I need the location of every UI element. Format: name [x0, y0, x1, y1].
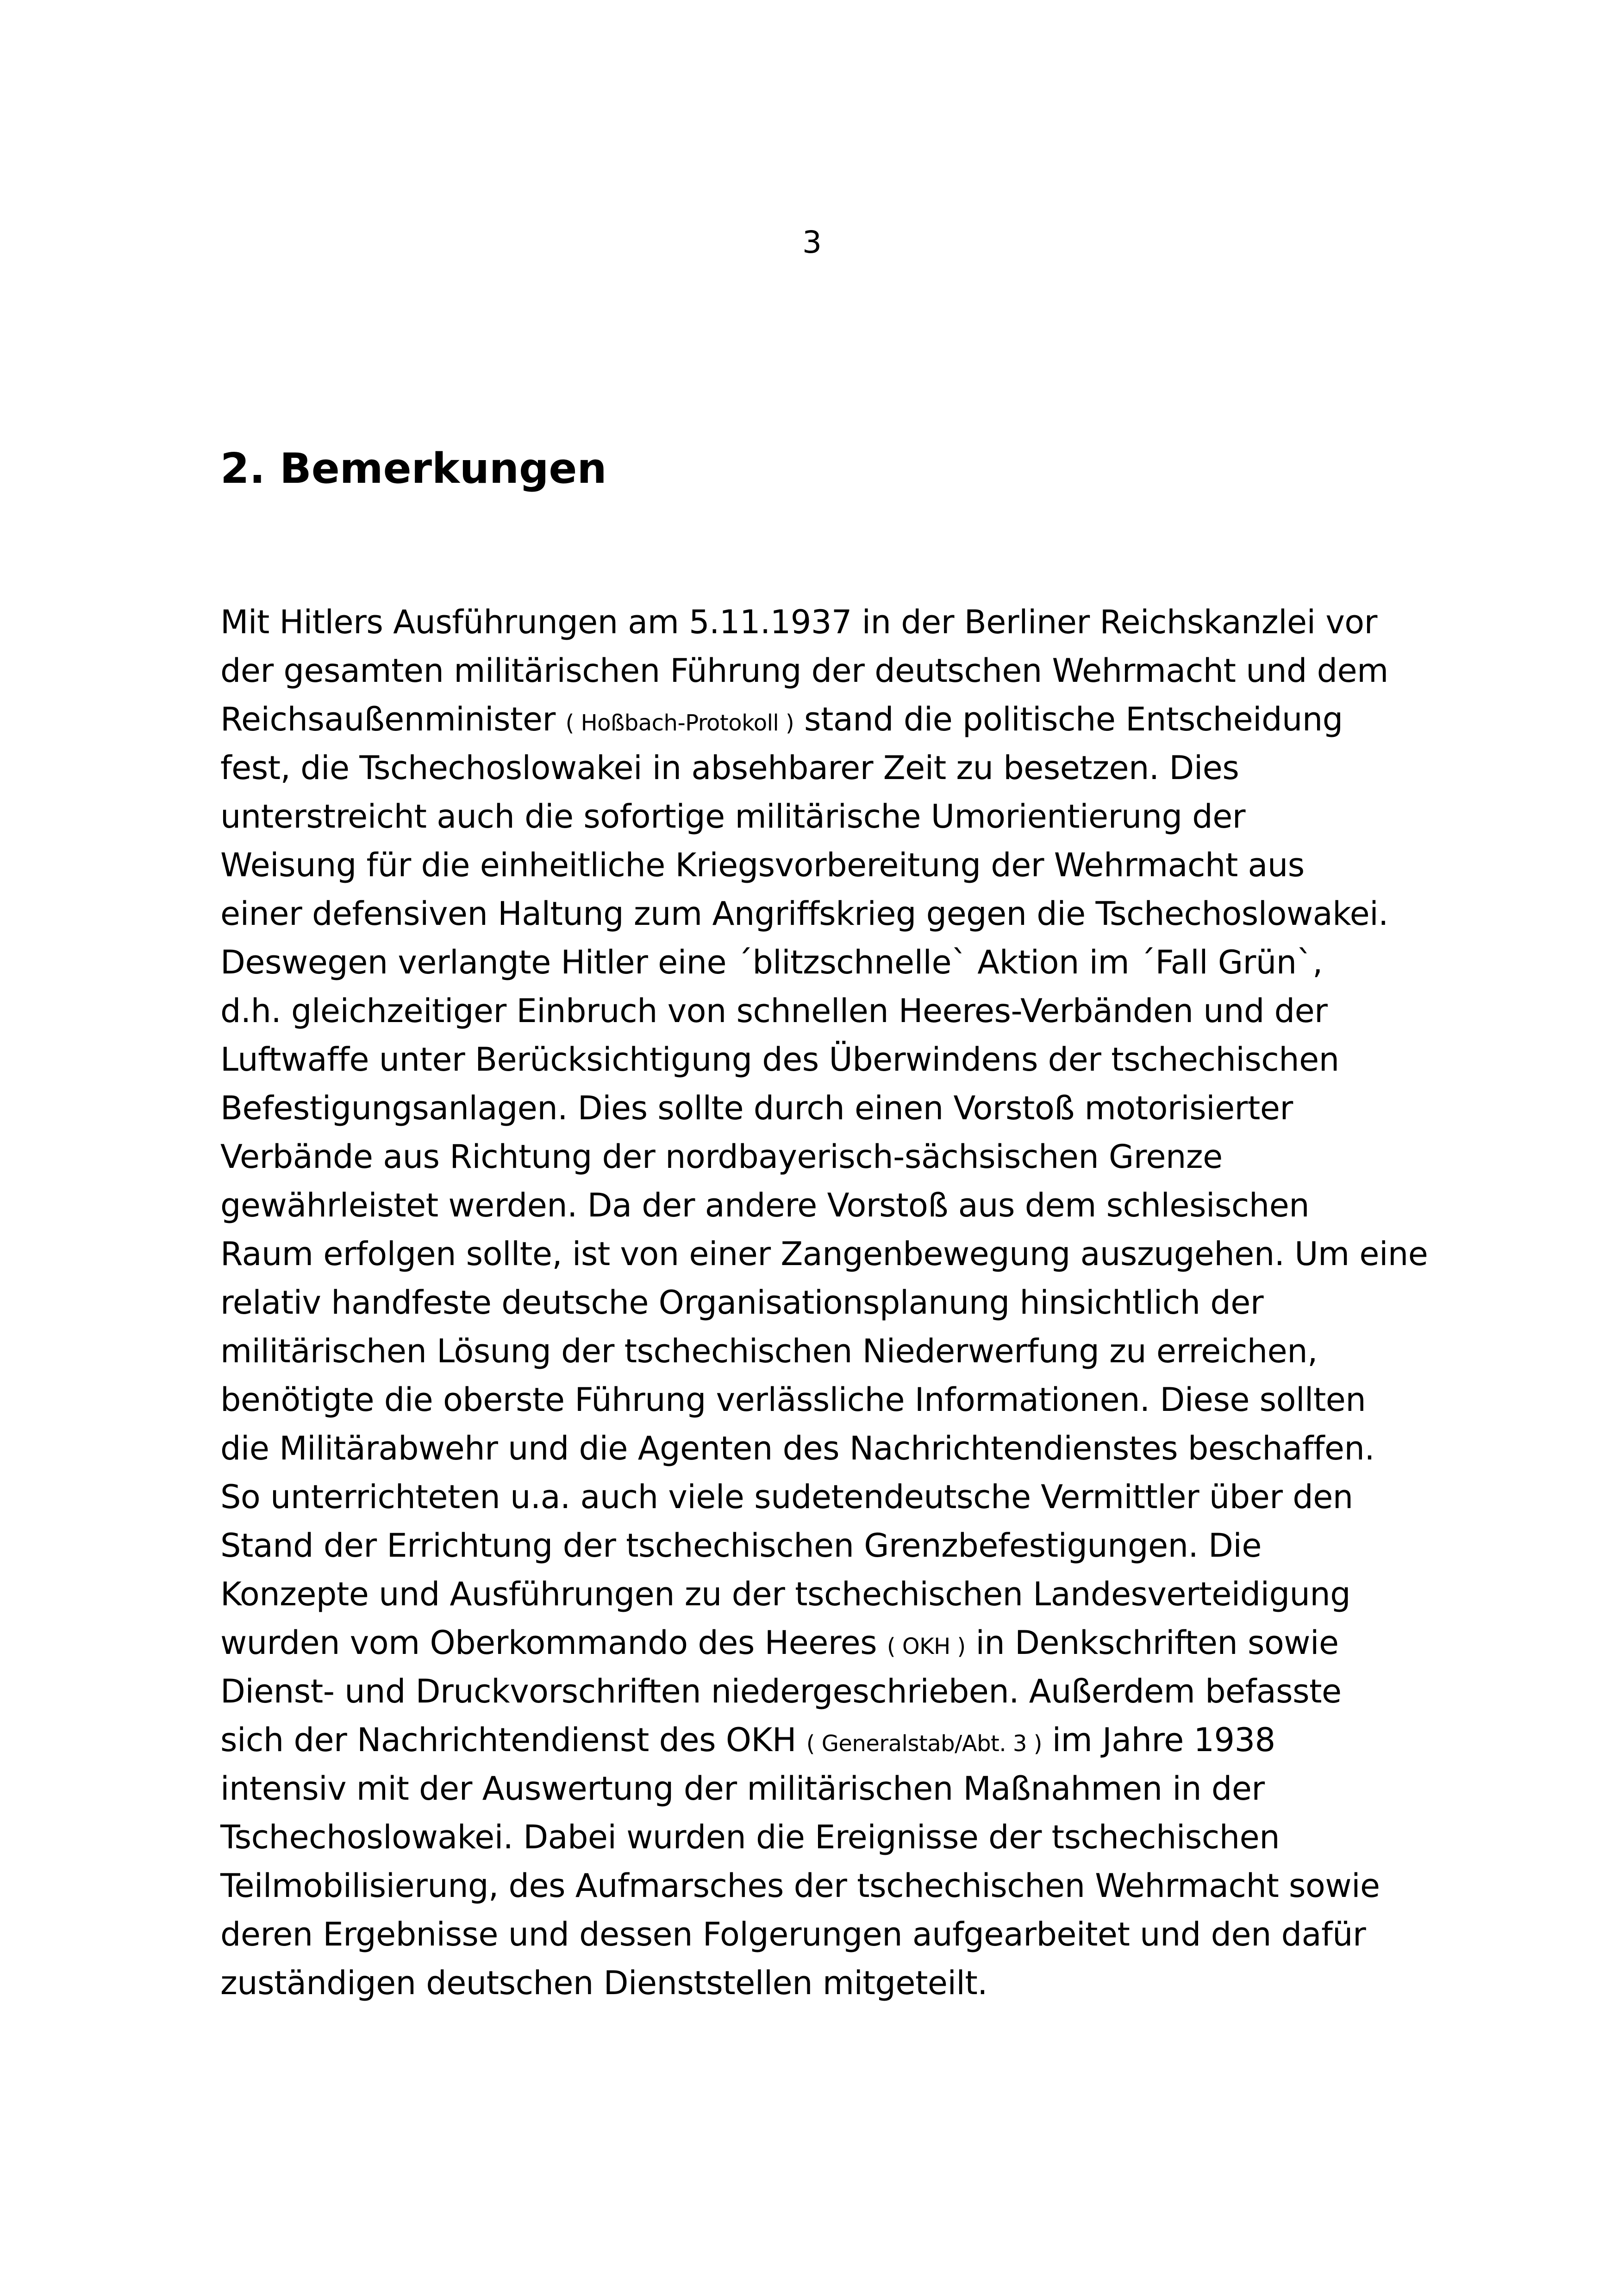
- section-heading: 2. Bemerkungen: [220, 444, 607, 493]
- text-fragment: Reichsaußenminister: [220, 700, 566, 738]
- text-line: So unterrichteten u.a. auch viele sudetendeutsche Vermittler über den: [220, 1478, 1353, 1516]
- text-line: Dienst- und Druckvorschriften niedergeschrieben. Außerdem befasste: [220, 1672, 1342, 1710]
- text-fragment: sich der Nachrichtendienst des OKH: [220, 1721, 806, 1759]
- inline-reference: ( OKH ): [887, 1634, 966, 1659]
- text-line: Tschechoslowakei. Dabei wurden die Ereignisse der tschechischen: [220, 1818, 1280, 1856]
- inline-reference: ( Hoßbach-Protokoll ): [565, 710, 794, 736]
- text-line: [220, 1619, 1443, 1667]
- text-line: Konzepte und Ausführungen zu der tschechischen Landesverteidigung: [220, 1575, 1351, 1613]
- text-fragment: stand die politische Entscheidung: [794, 700, 1343, 738]
- text-line: militärischen Lösung der tschechischen Niederwerfung zu erreichen,: [220, 1332, 1318, 1370]
- text-fragment: wurden vom Oberkommando des Heeres: [220, 1624, 887, 1662]
- text-line: intensiv mit der Auswertung der militärischen Maßnahmen in der: [220, 1770, 1265, 1808]
- text-line: Stand der Errichtung der tschechischen Grenzbefestigungen. Die: [220, 1527, 1262, 1565]
- page-number: 3: [802, 225, 822, 260]
- text-line: der gesamten militärischen Führung der deutschen Wehrmacht und dem: [220, 652, 1388, 690]
- text-line: Weisung für die einheitliche Kriegsvorbereitung der Wehrmacht aus: [220, 846, 1305, 884]
- text-line: deren Ergebnisse und dessen Folgerungen aufgearbeitet und den dafür: [220, 1915, 1366, 1953]
- body-paragraph: [220, 598, 1443, 2008]
- text-line: [220, 1716, 1443, 1765]
- text-line: Befestigungsanlagen. Dies sollte durch einen Vorstoß motorisierter: [220, 1089, 1293, 1127]
- inline-reference: ( Generalstab/Abt. 3 ): [806, 1731, 1042, 1757]
- text-line: Verbände aus Richtung der nordbayerisch-sächsischen Grenze: [220, 1138, 1223, 1176]
- text-line: benötigte die oberste Führung verlässliche Informationen. Diese sollten: [220, 1381, 1366, 1419]
- text-line: Mit Hitlers Ausführungen am 5.11.1937 in der Berliner Reichskanzlei vor: [220, 603, 1377, 641]
- text-line: Luftwaffe unter Berücksichtigung des Überwindens der tschechischen: [220, 1041, 1339, 1079]
- text-line: die Militärabwehr und die Agenten des Nachrichtendienstes beschaffen.: [220, 1429, 1375, 1467]
- text-line: Raum erfolgen sollte, ist von einer Zangenbewegung auszugehen. Um eine: [220, 1235, 1428, 1273]
- text-line: Deswegen verlangte Hitler eine ´blitzschnelle` Aktion im ´Fall Grün`,: [220, 943, 1323, 981]
- text-fragment: in Denkschriften sowie: [965, 1624, 1339, 1662]
- text-line: d.h. gleichzeitiger Einbruch von schnellen Heeres-Verbänden und der: [220, 992, 1328, 1030]
- text-line: fest, die Tschechoslowakei in absehbarer Zeit zu besetzen. Dies: [220, 749, 1239, 787]
- text-line: zuständigen deutschen Dienststellen mitgeteilt.: [220, 1964, 988, 2002]
- text-line: gewährleistet werden. Da der andere Vorstoß aus dem schlesischen: [220, 1186, 1310, 1224]
- text-line: relativ handfeste deutsche Organisationsplanung hinsichtlich der: [220, 1284, 1264, 1322]
- text-line: [220, 695, 1443, 744]
- text-line: einer defensiven Haltung zum Angriffskrieg gegen die Tschechoslowakei.: [220, 895, 1388, 933]
- text-line: Teilmobilisierung, des Aufmarsches der tschechischen Wehrmacht sowie: [220, 1867, 1380, 1905]
- text-line: unterstreicht auch die sofortige militärische Umorientierung der: [220, 798, 1246, 836]
- text-fragment: im Jahre 1938: [1042, 1721, 1275, 1759]
